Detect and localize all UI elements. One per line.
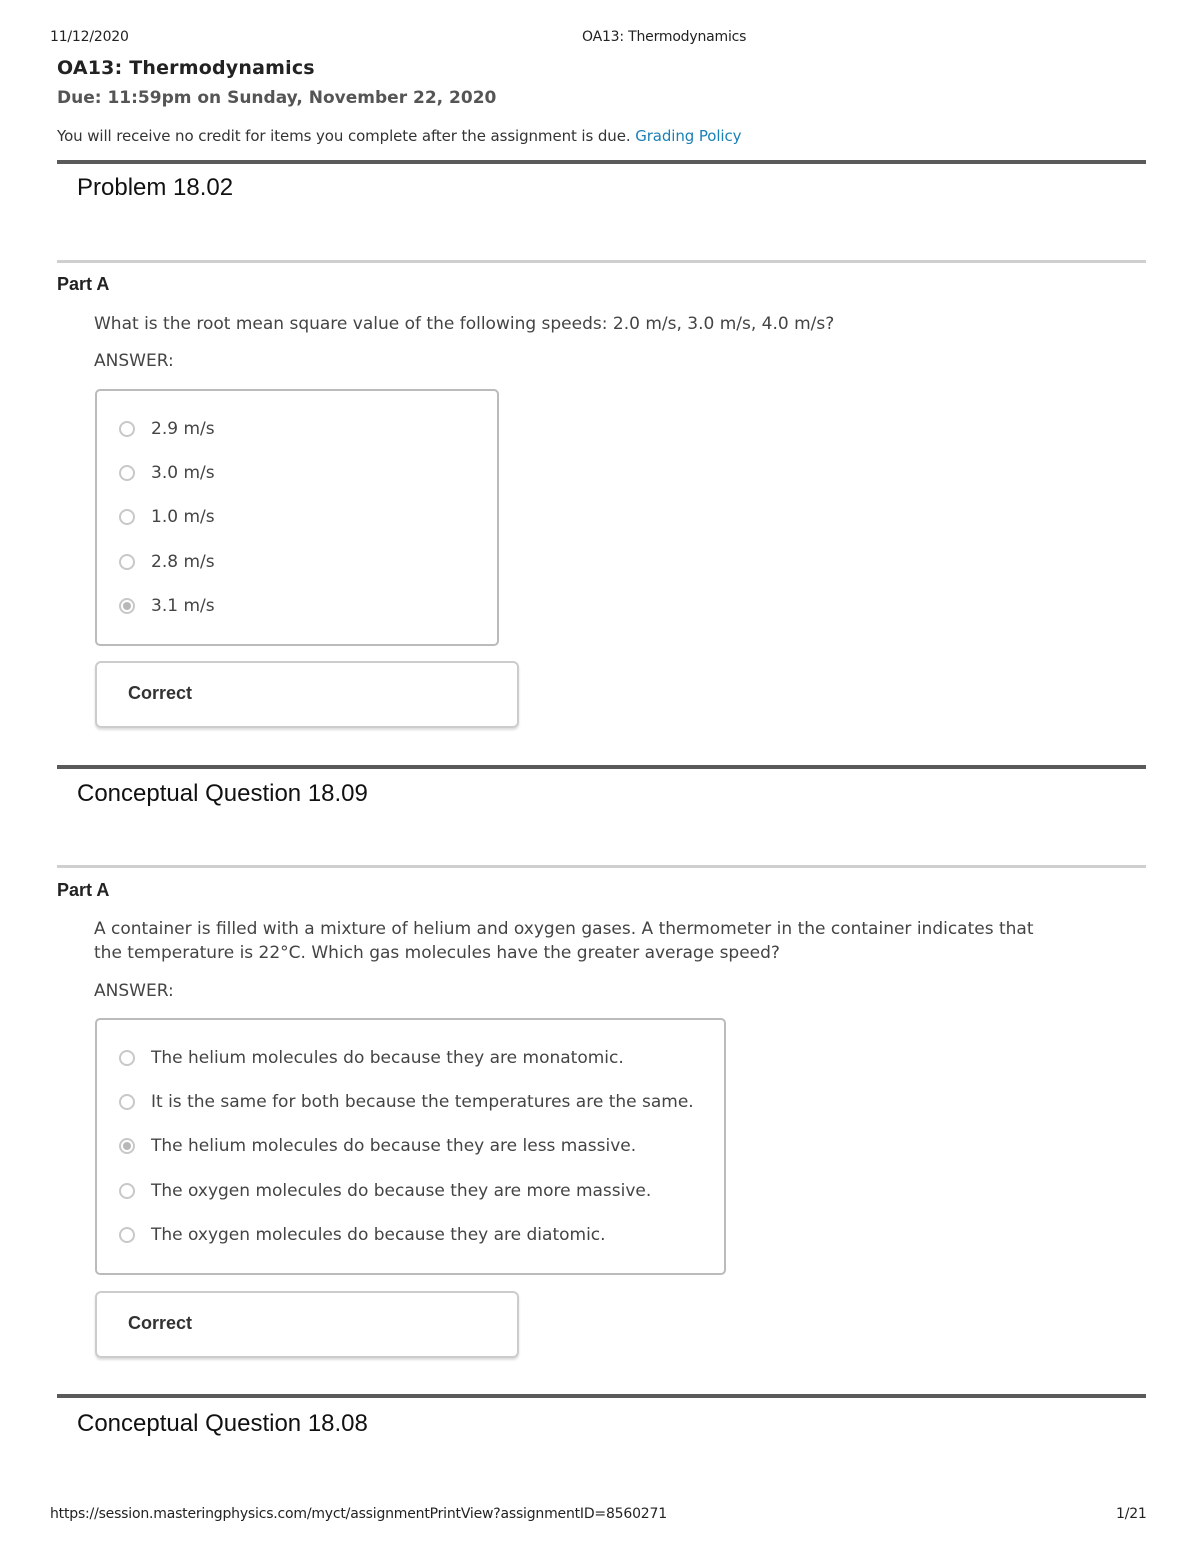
credit-note-text: You will receive no credit for items you complete after the assignment is due. <box>57 127 631 145</box>
answer-choices <box>95 1018 726 1275</box>
choice-label: The helium molecules do because they are less massive. <box>151 1136 637 1156</box>
assignment-title: OA13: Thermodynamics <box>57 57 315 79</box>
result-feedback <box>95 661 519 728</box>
choice-label: 2.9 m/s <box>151 419 215 439</box>
answer-choice[interactable] <box>119 1092 694 1112</box>
question-text: A container is filled with a mixture of helium and oxygen gases. A thermometer in the container indicates that the temperature is 22°C. Which gas molecules have the greater average speed? <box>94 919 1034 963</box>
section-divider <box>57 1394 1146 1398</box>
radio-button[interactable] <box>119 554 135 570</box>
question-text: What is the root mean square value of the following speeds: 2.0 m/s, 3.0 m/s, 4.0 m/s? <box>94 314 835 334</box>
problem-title: Problem 18.02 <box>77 174 234 201</box>
answer-choice[interactable] <box>119 419 215 439</box>
answer-choice[interactable] <box>119 1048 624 1068</box>
page-number: 1/21 <box>1116 1506 1147 1522</box>
answer-label: ANSWER: <box>94 351 174 371</box>
choice-label: It is the same for both because the temperatures are the same. <box>151 1092 694 1112</box>
answer-label: ANSWER: <box>94 981 174 1001</box>
part-title: Part A <box>57 274 110 294</box>
radio-button[interactable] <box>119 1183 135 1199</box>
answer-choice[interactable] <box>119 552 215 572</box>
answer-choice[interactable] <box>119 1225 606 1245</box>
print-date: 11/12/2020 <box>50 29 129 45</box>
radio-button[interactable] <box>119 1094 135 1110</box>
choice-label: 3.0 m/s <box>151 463 215 483</box>
due-date: Due: 11:59pm on Sunday, November 22, 2020 <box>57 88 497 108</box>
result-label: Correct <box>128 1313 193 1333</box>
radio-button[interactable] <box>119 509 135 525</box>
part-divider <box>57 865 1146 868</box>
choice-label: 3.1 m/s <box>151 596 215 616</box>
radio-button[interactable] <box>119 421 135 437</box>
radio-button[interactable] <box>119 1050 135 1066</box>
choice-label: The oxygen molecules do because they are diatomic. <box>151 1225 606 1245</box>
radio-button-selected[interactable] <box>119 1138 135 1154</box>
answer-choice[interactable] <box>119 596 215 616</box>
result-label: Correct <box>128 683 193 703</box>
radio-button-selected[interactable] <box>119 598 135 614</box>
answer-choice[interactable] <box>119 463 215 483</box>
answer-choice[interactable] <box>119 1181 651 1201</box>
footer-url: https://session.masteringphysics.com/myct/assignmentPrintView?assignmentID=8560271 <box>50 1506 667 1522</box>
choice-label: The helium molecules do because they are monatomic. <box>151 1048 624 1068</box>
print-title: OA13: Thermodynamics <box>582 29 747 45</box>
choice-label: 2.8 m/s <box>151 552 215 572</box>
answer-choices <box>95 389 499 646</box>
section-divider <box>57 765 1146 769</box>
radio-button[interactable] <box>119 465 135 481</box>
credit-note <box>57 127 741 145</box>
answer-choice[interactable] <box>119 507 215 527</box>
choice-label: The oxygen molecules do because they are more massive. <box>151 1181 652 1201</box>
answer-choice[interactable] <box>119 1136 636 1156</box>
part-divider <box>57 260 1146 263</box>
result-feedback <box>95 1291 519 1358</box>
grading-policy-link[interactable]: Grading Policy <box>635 127 742 145</box>
section-divider <box>57 160 1146 164</box>
problem-title: Conceptual Question 18.09 <box>77 780 368 807</box>
part-title: Part A <box>57 880 110 900</box>
problem-title: Conceptual Question 18.08 <box>77 1410 368 1437</box>
radio-button[interactable] <box>119 1227 135 1243</box>
choice-label: 1.0 m/s <box>151 507 215 527</box>
